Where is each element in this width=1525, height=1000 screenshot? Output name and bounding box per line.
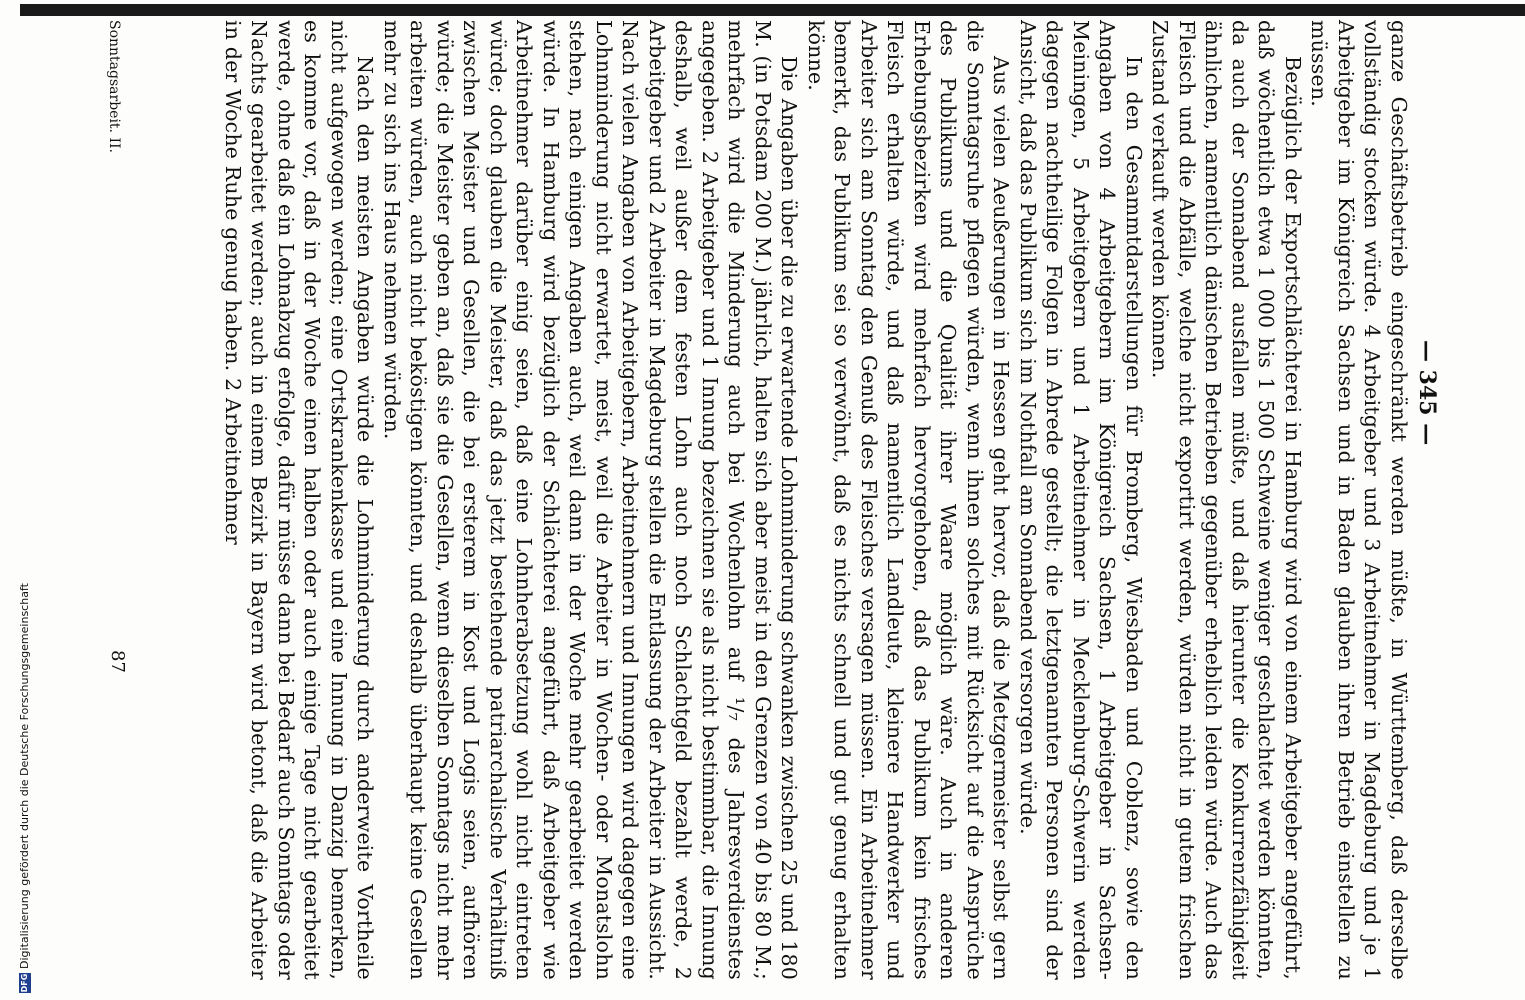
scan-border xyxy=(20,4,1525,16)
footer-signature: Sonntagsarbeit. II. xyxy=(106,20,122,153)
paragraph: Nach den meisten Angaben würde die Lohnminderung durch anderweite Vortheile nicht aufgewogen werden; eine Ortskrankenkasse und eine Innung in Danzig bemerken, es komme vor, daß in der Woche einen halben oder auch einige Tage nicht gearbeitet werde, ohne daß ein Lohnabzug erfolge, dafür müsse dann bei Bedarf auch Sonntags oder Nachts gearbeitet werden; auch in einem Bezirk in Bayern wird betont, daß die Arbeiter in der Woche Ruhe genug haben. 2 Arbeitnehmer xyxy=(221,20,378,980)
digitization-note-text: Digitalisierung gefördert durch die Deutsche Forschungsgemeinschaft xyxy=(18,583,31,969)
footer-sheet-number: 87 xyxy=(107,650,128,673)
paragraph: Bezüglich der Exportschlächterei in Hamburg wird von einem Arbeitgeber angeführt, daß wöchentlich etwa 1 000 bis 1 500 Schweine weniger geschlachtet werden könnten, da auch der Sonnabend ausfallen müßte, und daß hierunter die Konkurrenzfähigkeit ähnlichen, namentlich dänischen Betrieben gegenüber erheblich leiden würde. Auch das Fleisch und die Abfälle, welche nicht exportirt werden, würden nicht in gutem frischen Zustand verkauft werden können. xyxy=(1148,20,1305,980)
paragraph: ganze Geschäftsbetrieb eingeschränkt werden müßte, in Württemberg, daß derselbe vollständig stocken würde. 4 Arbeitgeber und 3 Arbeitnehmer in Magdeburg und je 1 Arbeitgeber im Königreich Sachsen und in Baden glauben ihren Betrieb einstellen zu müssen. xyxy=(1307,20,1411,980)
digitization-note xyxy=(18,583,31,993)
paragraph: Die Angaben über die zu erwartende Lohnminderung schwanken zwischen 25 und 180 M. (in Potsdam 200 M.) jährlich, halten sich aber meist in den Grenzen von 40 bis 80 M.; mehrfach wird die Minderung auch bei Wochenlohn auf ¹/₇ des Jahresverdienstes angegeben. 2 Arbeitgeber und 1 Innung bezeichnen sie als nicht bestimmbar, die Innung deshalb, weil außer dem festen Lohn auch noch Schlachtgeld bezahlt werde, 2 Arbeitgeber und 2 Arbeiter in Magdeburg stellen die Entlassung der Arbeiter in Aussicht. Nach vielen Angaben von Arbeitgebern, Arbeitnehmern und Innungen wird dagegen eine Lohnminderung nicht erwartet, meist, weil die Arbeiter in Wochen- oder Monatslohn stehen, nach einigen Angaben auch, weil dann in der Woche mehr gearbeitet werden würde. In Hamburg wird bezüglich der Schlächterei angeführt, daß Arbeitgeber wie Arbeitnehmer darüber einig seien, daß eine Lohnherabsetzung wohl nicht eintreten würde; doch glauben die Meister, daß das jetzt bestehende patriarchalische Verhältniß zwischen Meister und Gesellen, die bei ersterem in Kost und Logis seien, aufhören würde; die Meister geben an, daß sie die Gesellen, wenn dieselben Sonntags nicht mehr arbeiten würden, auch nicht beköstigen könnten, und deshalb überhaupt keine Gesellen mehr zu sich ins Haus nehmen würden. xyxy=(380,20,802,980)
page-body xyxy=(42,20,1412,980)
dfg-logo-icon: DFG xyxy=(19,973,29,993)
paragraph: In den Gesammtdarstellungen für Bromberg, Wiesbaden und Coblenz, sowie den Angaben von 4 Arbeitgebern im Königreich Sachsen, 1 Arbeitgeber in Sachsen-Meiningen, 5 Arbeitgebern und 1 Arbeitnehmer in Mecklenburg-Schwerin werden dagegen nachtheilige Folgen in Abrede gestellt; die letztgenannten Personen sind der Ansicht, daß das Publikum sich im Nothfall am Sonnabend versorgen würde. xyxy=(1016,20,1146,980)
paragraph: Aus vielen Aeußerungen in Hessen geht hervor, daß die Metzgermeister selbst gern die Sonntagsruhe pflegen würden, wenn ihnen solches mit Rücksicht auf die Ansprüche des Publikums und die Qualität ihrer Waare möglich wäre. Auch in anderen Erhebungsbezirken wird mehrfach hervorgehoben, daß das Publikum kein frisches Fleisch erhalten würde, und daß namentlich Landleute, kleinere Handwerker und Arbeiter sich am Sonntag den Genuß des Fleisches versagen müssen. Ein Arbeitnehmer bemerkt, das Publikum sei so verwöhnt, daß es nichts schnell und gut genug erhalten könne. xyxy=(804,20,1014,980)
page-number: — 345 — xyxy=(1414,340,1440,446)
